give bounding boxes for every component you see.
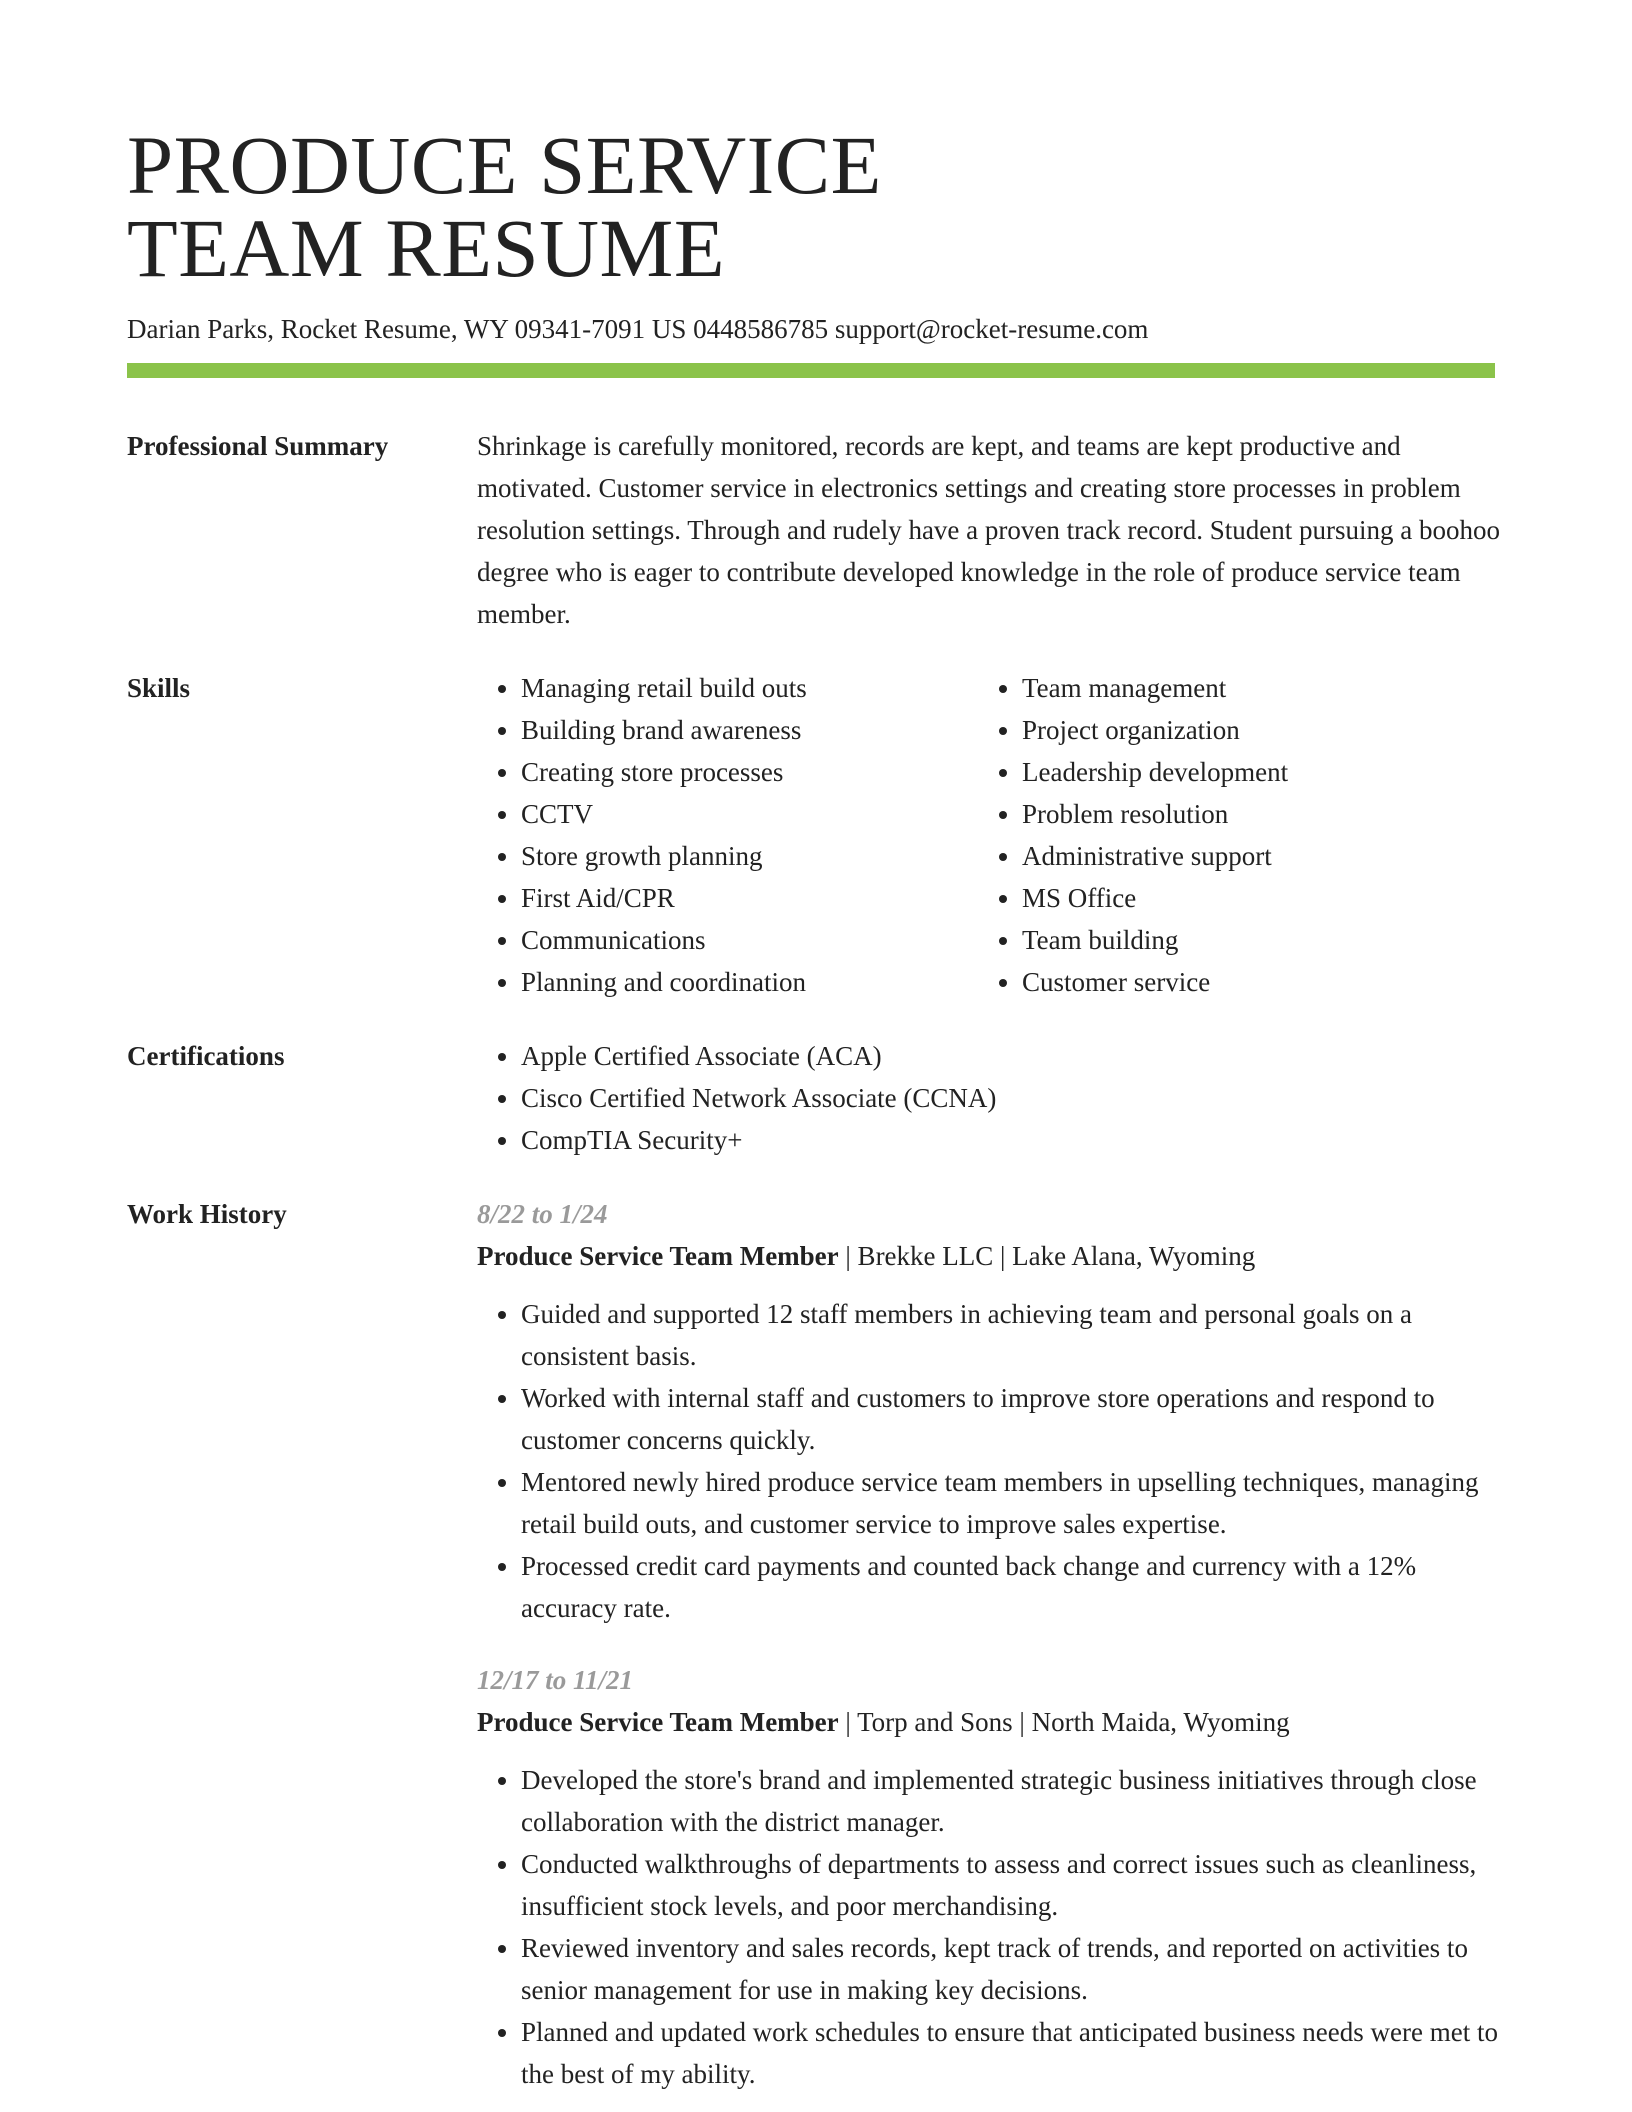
job-entry — [477, 1659, 1505, 2095]
job-entry — [477, 1193, 1505, 1629]
skill-item: • Building brand awareness — [521, 709, 978, 751]
certifications-section — [127, 1035, 1505, 1161]
accent-divider — [127, 363, 1495, 378]
skills-body — [477, 667, 1505, 1003]
summary-heading: Professional Summary — [127, 431, 389, 461]
title-line-1: PRODUCE SERVICE — [127, 119, 882, 211]
work-history-heading: Work History — [127, 1199, 287, 1229]
job-dates: 8/22 to 1/24 — [477, 1199, 608, 1229]
skills-list-right — [978, 667, 1505, 1003]
skills-columns — [477, 667, 1505, 1003]
job-details: | Brekke LLC | Lake Alana, Wyoming — [838, 1241, 1256, 1271]
job-bullet: • Mentored newly hired produce service team members in upselling techniques, managing retail build outs, and customer service to improve sales expertise. — [521, 1461, 1505, 1545]
job-bullets — [477, 1759, 1505, 2095]
job-role: Produce Service Team Member — [477, 1241, 839, 1271]
job-bullet: • Developed the store's brand and implemented strategic business initiatives through close collaboration with the district manager. — [521, 1759, 1505, 1843]
job-bullet: • Planned and updated work schedules to ensure that anticipated business needs were met to the best of my ability. — [521, 2011, 1505, 2095]
skill-item: • Customer service — [1022, 961, 1505, 1003]
certification-item: • CompTIA Security+ — [521, 1119, 1505, 1161]
summary-text: Shrinkage is carefully monitored, records are kept, and teams are kept productive and motivated. Customer service in electronics settings and creating store processes in problem resolution settings. Through and rudely have a proven track record. Student pursuing a boohoo degree who is eager to contribute developed knowledge in the role of produce service team member. — [477, 431, 1501, 629]
certifications-heading: Certifications — [127, 1041, 285, 1071]
job-role: Produce Service Team Member — [477, 1707, 839, 1737]
work-history-body — [477, 1193, 1505, 2095]
job-title-line — [477, 1235, 1505, 1277]
work-history-section — [127, 1193, 1505, 2095]
job-bullets — [477, 1293, 1505, 1629]
skill-item: • Team management — [1022, 667, 1505, 709]
skill-item: • Team building — [1022, 919, 1505, 961]
job-title-line — [477, 1701, 1505, 1743]
skill-item: • First Aid/CPR — [521, 877, 978, 919]
skills-section — [127, 667, 1505, 1003]
skills-list-left — [477, 667, 978, 1003]
job-dates: 12/17 to 11/21 — [477, 1665, 634, 1695]
job-bullet: • Processed credit card payments and counted back change and currency with a 12% accuracy rate. — [521, 1545, 1505, 1629]
certifications-body — [477, 1035, 1505, 1161]
skill-item: • Planning and coordination — [521, 961, 978, 1003]
job-details: | Torp and Sons | North Maida, Wyoming — [838, 1707, 1290, 1737]
job-bullet: • Worked with internal staff and customers to improve store operations and respond to customer concerns quickly. — [521, 1377, 1505, 1461]
certification-item: • Apple Certified Associate (ACA) — [521, 1035, 1505, 1077]
job-bullet: • Guided and supported 12 staff members in achieving team and personal goals on a consistent basis. — [521, 1293, 1505, 1377]
skill-item: • Creating store processes — [521, 751, 978, 793]
job-bullet: • Conducted walkthroughs of departments to assess and correct issues such as cleanliness, insufficient stock levels, and poor merchandising. — [521, 1843, 1505, 1927]
skill-item: • Store growth planning — [521, 835, 978, 877]
skill-item: • Project organization — [1022, 709, 1505, 751]
skill-item: • CCTV — [521, 793, 978, 835]
certifications-list — [477, 1035, 1505, 1161]
skill-item: • Managing retail build outs — [521, 667, 978, 709]
certification-item: • Cisco Certified Network Associate (CCNA) — [521, 1077, 1505, 1119]
summary-section — [127, 425, 1505, 635]
skill-item: • Administrative support — [1022, 835, 1505, 877]
title-line-2: TEAM RESUME — [127, 202, 726, 294]
resume-title — [127, 119, 1505, 294]
skill-item: • MS Office — [1022, 877, 1505, 919]
skill-item: • Leadership development — [1022, 751, 1505, 793]
skill-item: • Communications — [521, 919, 978, 961]
summary-body — [477, 425, 1505, 635]
skill-item: • Problem resolution — [1022, 793, 1505, 835]
job-bullet: • Reviewed inventory and sales records, kept track of trends, and reported on activities to senior management for use in making key decisions. — [521, 1927, 1505, 2011]
skills-heading: Skills — [127, 673, 191, 703]
contact-line: Darian Parks, Rocket Resume, WY 09341-7091 US 0448586785 support@rocket-resume.com — [127, 314, 1149, 344]
